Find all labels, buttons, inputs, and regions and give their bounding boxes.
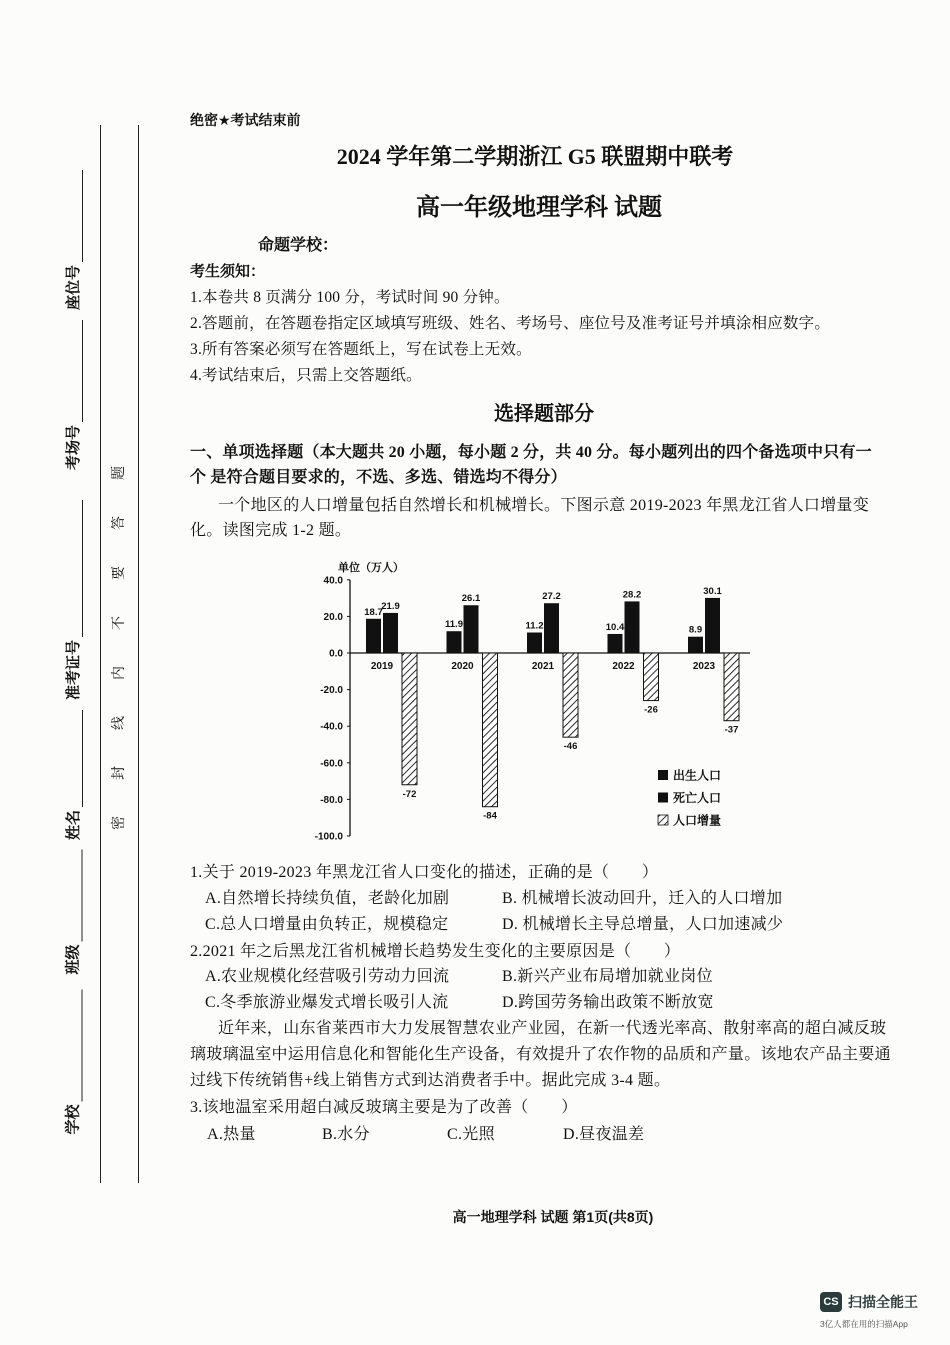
school-field [63, 990, 83, 1135]
exam-title: 2024 学年第二学期浙江 G5 联盟期中联考 [336, 144, 734, 169]
population-change-chart [290, 555, 760, 855]
y-tick-label: 40.0 [323, 575, 343, 587]
exam-room-blank [67, 320, 83, 422]
y-tick-label: -40.0 [320, 721, 343, 733]
bar-人口增量-2023 [724, 653, 739, 721]
question-2-option-d: D.跨国劳务输出政策不断放宽 [502, 994, 714, 1011]
question-3-option-d: D.昼夜温差 [563, 1126, 645, 1143]
bar-人口增量-2020 [483, 653, 498, 807]
bar-死亡人口-2022 [625, 601, 640, 653]
bar-死亡人口-2023 [705, 598, 720, 653]
data-label-出生人口-2021: 11.2 [525, 620, 544, 632]
passage2-line: 近年来，山东省莱西市大力发展智慧农业产业园，在新一代透光率高、散射率高的超白减反玻 [218, 1020, 887, 1037]
exam-room-label: 考场号 [65, 424, 82, 470]
data-label-出生人口-2019: 18.7 [364, 606, 383, 618]
passage2-line: 璃玻璃温室中运用信息化和智能化生产设备，有效提升了农作物的品质和产量。该地农产品主要通 [190, 1046, 891, 1063]
data-label-死亡人口-2023: 30.1 [703, 585, 722, 597]
data-label-死亡人口-2019: 21.9 [381, 600, 400, 612]
data-label-死亡人口-2022: 28.2 [622, 589, 642, 601]
data-label-人口增量-2019: -72 [402, 788, 417, 800]
x-tick-label: 2022 [612, 661, 635, 672]
bar-出生人口-2023 [688, 637, 703, 653]
question-1-stem: 1.关于 2019-2023 年黑龙江省人口变化的描述，正确的是（ ） [190, 864, 659, 881]
bar-出生人口-2020 [447, 631, 462, 653]
passage1-line: 一个地区的人口增量包括自然增长和机械增长。下图示意 2019-2023 年黑龙江省人口增量变 [218, 497, 870, 514]
bar-出生人口-2021 [527, 633, 542, 653]
question-1-option-c: C.总人口增量由负转正，规模稳定 [205, 916, 449, 933]
seal-line-notice: 密封线内不要答题 [110, 430, 126, 830]
bar-出生人口-2019 [366, 619, 381, 653]
y-tick-label: -20.0 [320, 685, 343, 697]
bar-人口增量-2019 [402, 653, 417, 785]
name-field [63, 710, 83, 840]
admission-number-label: 准考证号 [65, 639, 82, 700]
confidential-tag: 绝密★考试结束前 [190, 112, 301, 128]
name-blank [67, 710, 83, 807]
bar-人口增量-2022 [644, 653, 659, 701]
notice-item: 2.答题前，在答题卷指定区域填写班级、姓名、考场号、座位号及准考证号并填涂相应数字。 [190, 315, 831, 332]
y-tick-label: 20.0 [323, 611, 343, 623]
seat-number-field [63, 170, 83, 310]
y-tick-label: -100.0 [314, 831, 343, 843]
data-label-出生人口-2023: 8.9 [688, 624, 703, 636]
name-label: 姓名 [65, 809, 82, 840]
bar-出生人口-2022 [608, 634, 623, 653]
y-tick-label: 0.0 [329, 648, 343, 660]
camscanner-logo-icon: CS [820, 1292, 842, 1312]
class-blank [67, 850, 83, 942]
x-tick-label: 2019 [370, 661, 394, 672]
question-3-option-a: A.热量 [207, 1126, 256, 1143]
legend-label: 死亡人口 [673, 791, 722, 805]
bar-死亡人口-2019 [383, 613, 398, 653]
passage1-line: 化。读图完成 1-2 题。 [190, 522, 352, 539]
question-1-option-b: B. 机械增长波动回升，迁入的人口增加 [502, 890, 783, 907]
exam-subtitle: 高一年级地理学科 试题 [416, 195, 662, 221]
question-3-stem: 3.该地温室采用超白减反玻璃主要是为了改善（ ） [190, 1099, 578, 1116]
class-label: 班级 [64, 944, 82, 975]
data-label-人口增量-2020: -84 [483, 810, 497, 822]
legend-swatch [658, 770, 668, 780]
school-setter-label: 命题学校： [258, 237, 339, 254]
exam-room-field [63, 320, 83, 470]
question-1-option-d: D. 机械增长主导总增量，人口加速减少 [502, 916, 784, 933]
y-tick-label: -80.0 [320, 794, 343, 806]
legend-swatch [658, 793, 668, 803]
question-2-stem: 2.2021 年之后黑龙江省机械增长趋势发生变化的主要原因是（ ） [190, 943, 681, 960]
question-3-option-b: B.水分 [322, 1126, 370, 1143]
data-label-死亡人口-2020: 26.1 [461, 593, 481, 605]
admission-number-field [63, 500, 83, 700]
x-tick-label: 2023 [692, 661, 716, 672]
legend-label: 出生人口 [673, 768, 722, 783]
notice-item: 4.考试结束后，只需上交答题纸。 [190, 367, 422, 384]
legend-label: 人口增量 [673, 813, 722, 828]
camscanner-name: 扫描全能王 [848, 1294, 918, 1310]
binding-line-outer [100, 125, 101, 1183]
question-2-option-b: B.新兴产业布局增加就业岗位 [502, 968, 713, 985]
data-label-出生人口-2022: 10.4 [605, 621, 625, 633]
notice-item: 1.本卷共 8 页满分 100 分，考试时间 90 分钟。 [190, 289, 510, 306]
camscanner-tagline: 3亿人都在用的扫描App [820, 1319, 908, 1329]
section-instructions-line: 一、单项选择题（本大题共 20 小题，每小题 2 分，共 40 分。每小题列出的四个备选项中只有一 [190, 444, 872, 461]
x-tick-label: 2021 [531, 661, 555, 672]
seat-number-label: 座位号 [65, 264, 82, 310]
passage2-line: 过线下传统销售+线上销售方式到达消费者手中。据此完成 3-4 题。 [190, 1072, 671, 1089]
admission-number-blank [67, 500, 83, 637]
section-instructions-line: 个 是符合题目要求的，不选、多选、错选均不得分） [190, 469, 567, 486]
data-label-人口增量-2023: -37 [724, 724, 739, 736]
question-1-option-a: A.自然增长持续负值，老龄化加剧 [205, 890, 450, 907]
question-2-option-a: A.农业规模化经营吸引劳动力回流 [205, 968, 450, 985]
school-blank [67, 990, 83, 1102]
x-tick-label: 2020 [451, 661, 474, 672]
school-label: 学校 [64, 1104, 82, 1135]
bar-人口增量-2021 [563, 653, 578, 737]
seat-number-blank [67, 170, 83, 262]
question-3-option-c: C.光照 [447, 1126, 495, 1143]
page-footer: 高一地理学科 试题 第1页(共8页) [452, 1209, 654, 1225]
data-label-出生人口-2020: 11.9 [445, 619, 463, 631]
data-label-死亡人口-2021: 27.2 [542, 591, 561, 603]
data-label-人口增量-2021: -46 [563, 741, 578, 753]
class-field [63, 850, 83, 975]
bar-死亡人口-2020 [464, 605, 479, 653]
binding-line-inner [138, 125, 139, 1183]
chart-unit-label: 单位（万人） [338, 562, 404, 574]
section-title: 选择题部分 [494, 403, 594, 425]
bar-死亡人口-2021 [544, 603, 559, 653]
y-tick-label: -60.0 [320, 758, 343, 770]
notice-item: 3.所有答案必须写在答题纸上，写在试卷上无效。 [190, 341, 532, 358]
data-label-人口增量-2022: -26 [644, 704, 658, 716]
legend-swatch [658, 815, 668, 825]
notice-heading: 考生须知： [190, 263, 266, 280]
question-2-option-c: C.冬季旅游业爆发式增长吸引人流 [205, 994, 449, 1011]
